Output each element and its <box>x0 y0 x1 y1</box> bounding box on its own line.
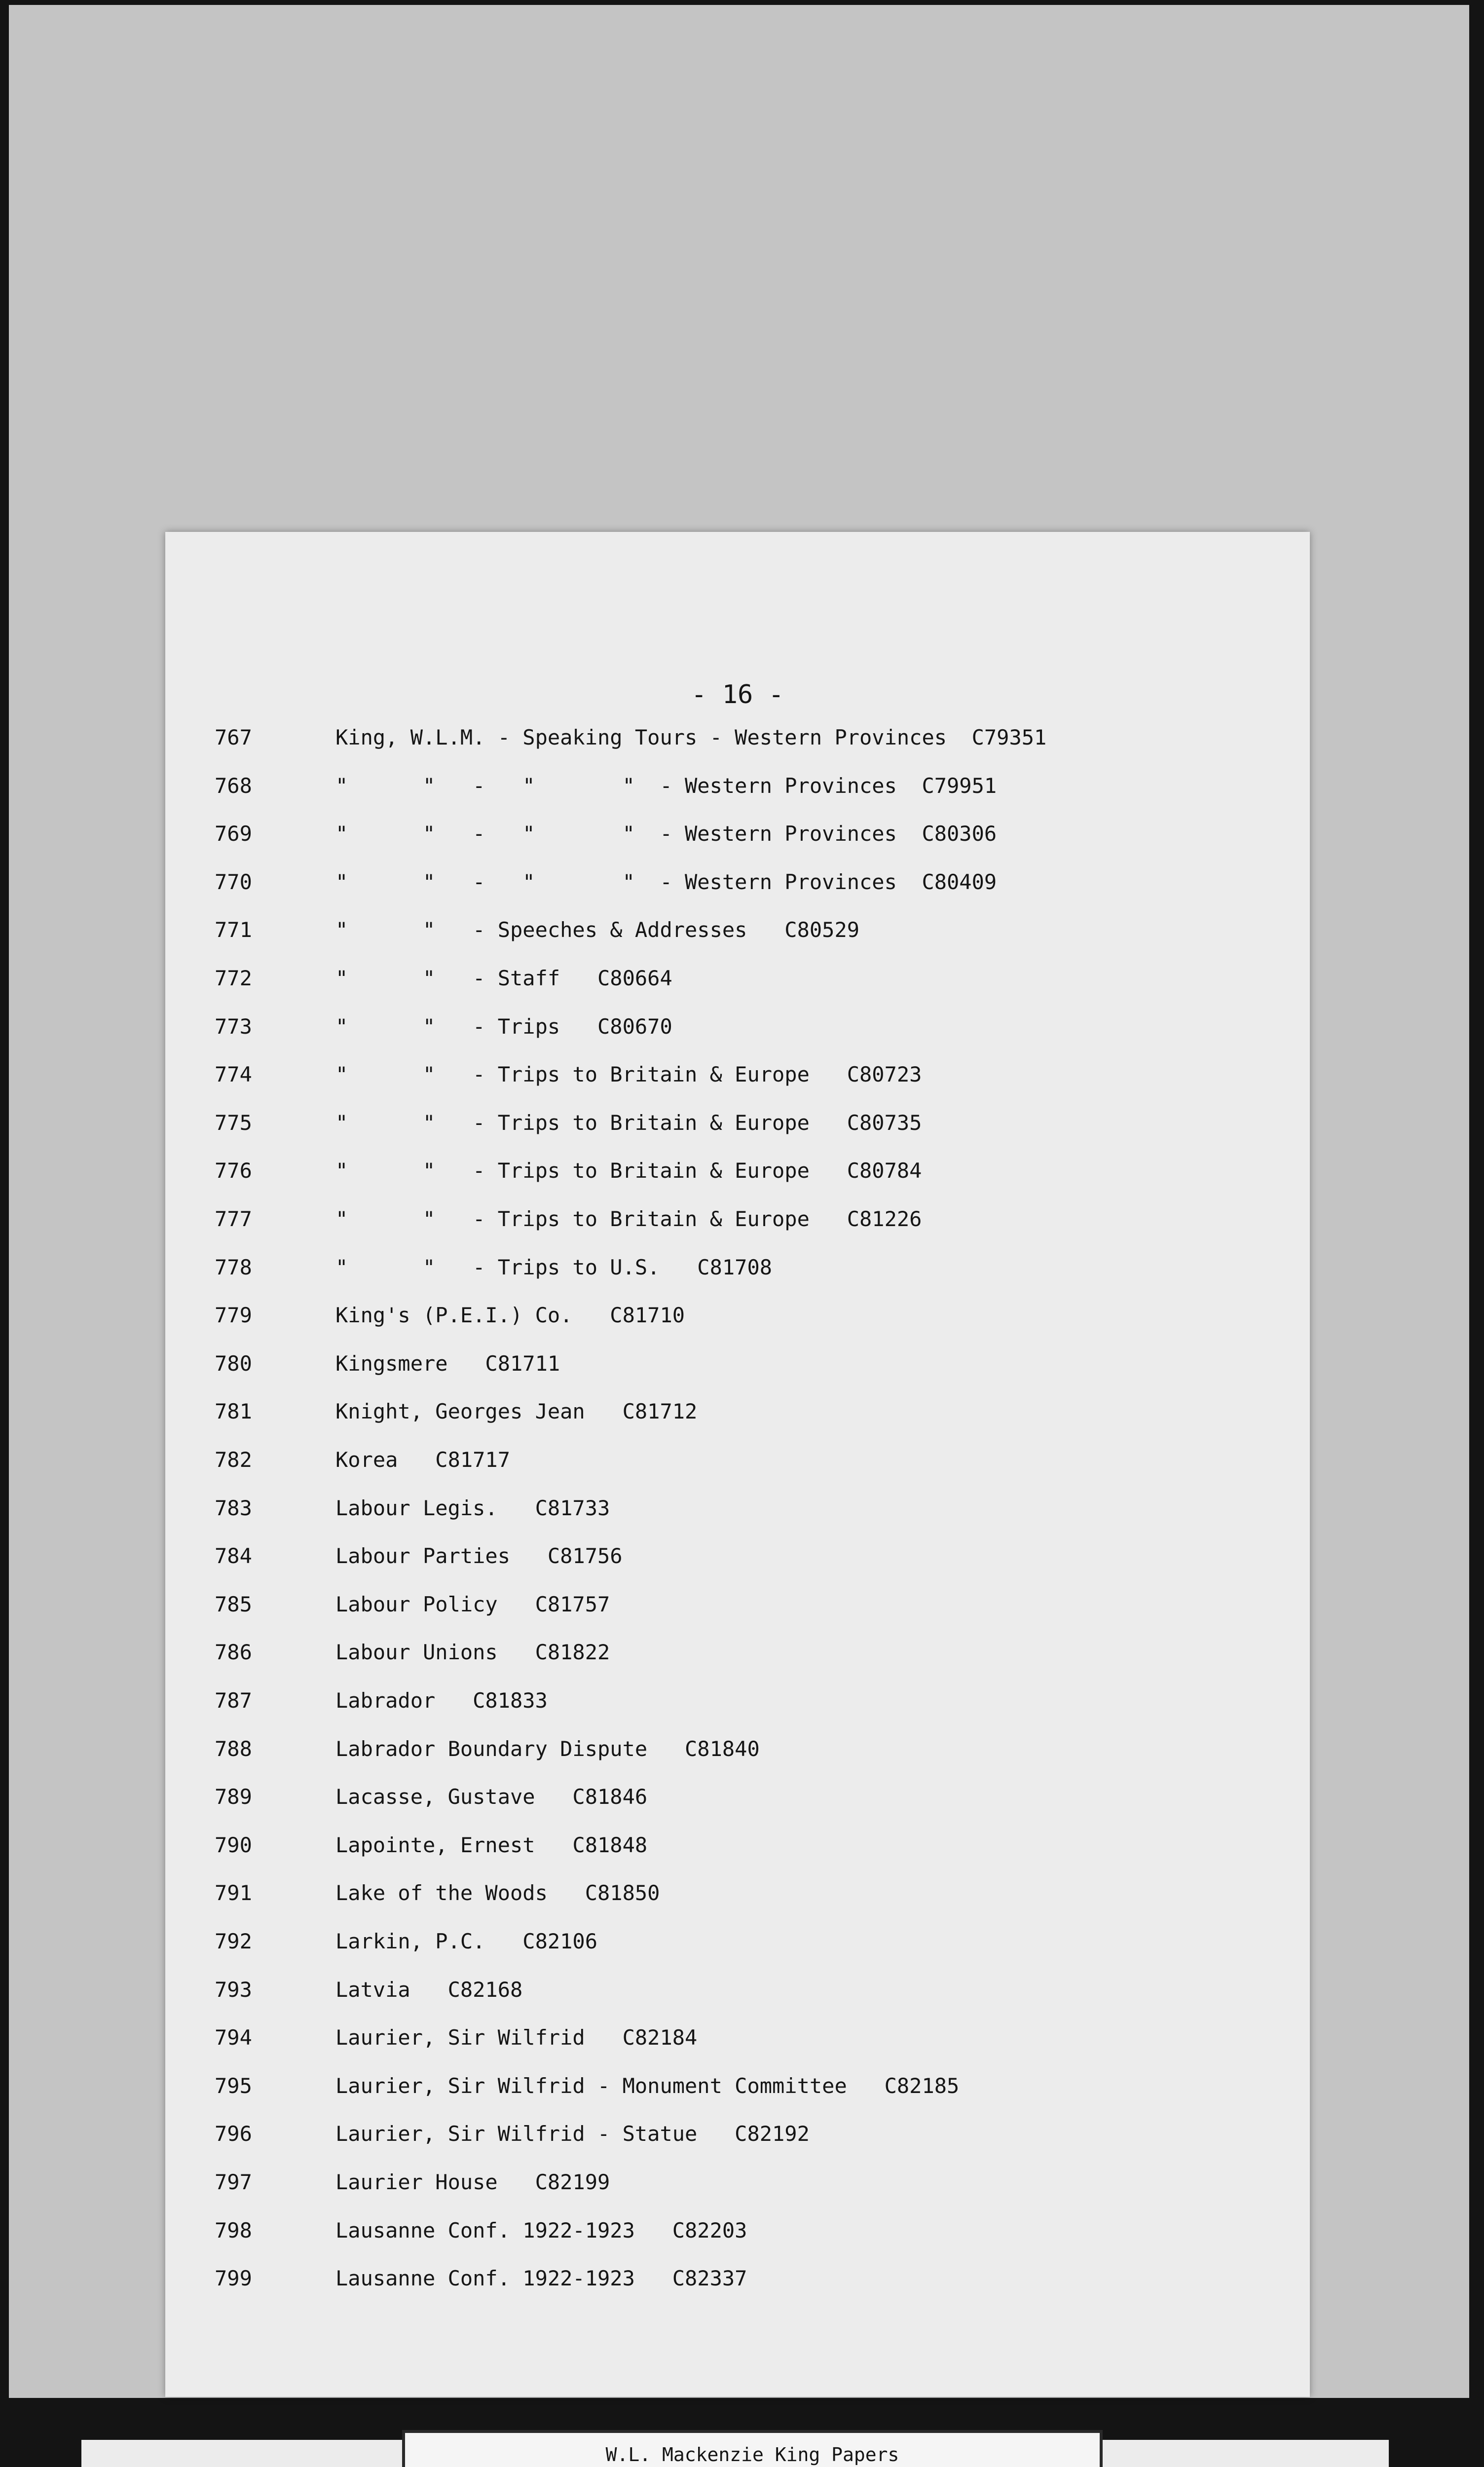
entry-number: 789 <box>215 1785 252 1809</box>
entry-number: 796 <box>215 2122 252 2146</box>
entry-number: 786 <box>215 1640 252 1664</box>
entry-number: 768 <box>215 774 252 798</box>
entry-text: Labrador C81833 <box>335 1688 548 1713</box>
list-item <box>165 1737 1300 1771</box>
list-item <box>165 1785 1300 1819</box>
entry-text: King's (P.E.I.) Co. C81710 <box>335 1303 685 1327</box>
archive-card <box>81 2440 1389 2467</box>
list-item <box>165 1881 1300 1915</box>
entry-number: 788 <box>215 1737 252 1761</box>
entry-number: 779 <box>215 1303 252 1327</box>
collection-label <box>402 2430 1103 2467</box>
entry-text: " " - " " - Western Provinces C80409 <box>335 870 997 894</box>
list-item <box>165 918 1300 952</box>
entry-number: 775 <box>215 1111 252 1135</box>
entry-text: Labour Legis. C81733 <box>335 1496 610 1520</box>
list-item <box>165 2266 1300 2301</box>
entry-number: 780 <box>215 1351 252 1376</box>
entry-text: " " - Trips to Britain & Europe C80735 <box>335 1111 922 1135</box>
entry-text: Laurier, Sir Wilfrid C82184 <box>335 2025 698 2050</box>
list-item <box>165 1833 1300 1868</box>
entry-text: Kingsmere C81711 <box>335 1351 560 1376</box>
entry-text: " " - Trips to U.S. C81708 <box>335 1255 773 1279</box>
entry-text: Laurier, Sir Wilfrid - Statue C82192 <box>335 2122 810 2146</box>
list-item <box>165 2025 1300 2060</box>
entry-text: Labour Policy C81757 <box>335 1592 610 1616</box>
list-item <box>165 2218 1300 2253</box>
entry-text: Knight, Georges Jean C81712 <box>335 1399 698 1423</box>
entry-text: Labrador Boundary Dispute C81840 <box>335 1737 760 1761</box>
entry-number: 791 <box>215 1881 252 1905</box>
entry-text: " " - " " - Western Provinces C80306 <box>335 822 997 846</box>
entry-number: 790 <box>215 1833 252 1857</box>
entry-number: 782 <box>215 1448 252 1472</box>
entry-number: 773 <box>215 1014 252 1039</box>
entry-number: 797 <box>215 2170 252 2194</box>
entry-text: " " - Speeches & Addresses C80529 <box>335 918 860 942</box>
list-item <box>165 1159 1300 1193</box>
list-item <box>165 1592 1300 1627</box>
entry-number: 792 <box>215 1929 252 1953</box>
entry-number: 783 <box>215 1496 252 1520</box>
entry-number: 785 <box>215 1592 252 1616</box>
list-item <box>165 1978 1300 2012</box>
entry-text: Korea C81717 <box>335 1448 511 1472</box>
entry-text: " " - " " - Western Provinces C79951 <box>335 774 997 798</box>
entry-text: Latvia C82168 <box>335 1978 523 2002</box>
list-item <box>165 1303 1300 1338</box>
list-item <box>165 1496 1300 1531</box>
entry-text: Lake of the Woods C81850 <box>335 1881 660 1905</box>
entry-text: King, W.L.M. - Speaking Tours - Western Provinces C79351 <box>335 725 1047 749</box>
list-item <box>165 1351 1300 1386</box>
entry-text: " " - Trips to Britain & Europe C80784 <box>335 1159 922 1183</box>
entry-text: " " - Staff C80664 <box>335 966 672 990</box>
list-item <box>165 1399 1300 1434</box>
entry-number: 781 <box>215 1399 252 1423</box>
entry-text: " " - Trips to Britain & Europe C81226 <box>335 1207 922 1231</box>
entry-text: Laurier House C82199 <box>335 2170 610 2194</box>
list-item <box>165 774 1300 808</box>
list-item <box>165 2074 1300 2108</box>
entry-number: 777 <box>215 1207 252 1231</box>
entry-number: 776 <box>215 1159 252 1183</box>
entry-text: Lapointe, Ernest C81848 <box>335 1833 648 1857</box>
list-item <box>165 725 1300 760</box>
list-item <box>165 822 1300 856</box>
entry-number: 784 <box>215 1544 252 1568</box>
list-item <box>165 1255 1300 1290</box>
entry-number: 799 <box>215 2266 252 2290</box>
list-item <box>165 1062 1300 1097</box>
list-item <box>165 1544 1300 1578</box>
entry-number: 787 <box>215 1688 252 1713</box>
entry-number: 771 <box>215 918 252 942</box>
entry-number: 793 <box>215 1978 252 2002</box>
entry-text: Labour Unions C81822 <box>335 1640 610 1664</box>
entry-number: 770 <box>215 870 252 894</box>
entry-text: Larkin, P.C. C82106 <box>335 1929 598 1953</box>
entry-number: 767 <box>215 725 252 749</box>
list-item <box>165 1640 1300 1675</box>
list-item <box>165 870 1300 904</box>
list-item <box>165 2122 1300 2156</box>
entry-number: 778 <box>215 1255 252 1279</box>
entry-text: " " - Trips to Britain & Europe C80723 <box>335 1062 922 1086</box>
entry-number: 772 <box>215 966 252 990</box>
collection-name: W.L. Mackenzie King Papers <box>605 2444 899 2466</box>
entry-text: Lacasse, Gustave C81846 <box>335 1785 648 1809</box>
entry-text: " " - Trips C80670 <box>335 1014 672 1039</box>
list-item <box>165 1448 1300 1482</box>
entry-number: 769 <box>215 822 252 846</box>
list-item <box>165 2170 1300 2205</box>
ledger-page <box>165 532 1310 2397</box>
page-number: - 16 - <box>691 680 784 710</box>
entry-number: 798 <box>215 2218 252 2243</box>
entry-text: Laurier, Sir Wilfrid - Monument Committee C82185 <box>335 2074 960 2098</box>
entry-number: 795 <box>215 2074 252 2098</box>
list-item <box>165 966 1300 1001</box>
list-item <box>165 1207 1300 1241</box>
list-item <box>165 1111 1300 1145</box>
entry-number: 794 <box>215 2025 252 2050</box>
list-item <box>165 1929 1300 1964</box>
entry-number: 774 <box>215 1062 252 1086</box>
list-item <box>165 1014 1300 1049</box>
entry-text: Labour Parties C81756 <box>335 1544 623 1568</box>
list-item <box>165 1688 1300 1723</box>
entry-text: Lausanne Conf. 1922-1923 C82203 <box>335 2218 747 2243</box>
entry-text: Lausanne Conf. 1922-1923 C82337 <box>335 2266 747 2290</box>
